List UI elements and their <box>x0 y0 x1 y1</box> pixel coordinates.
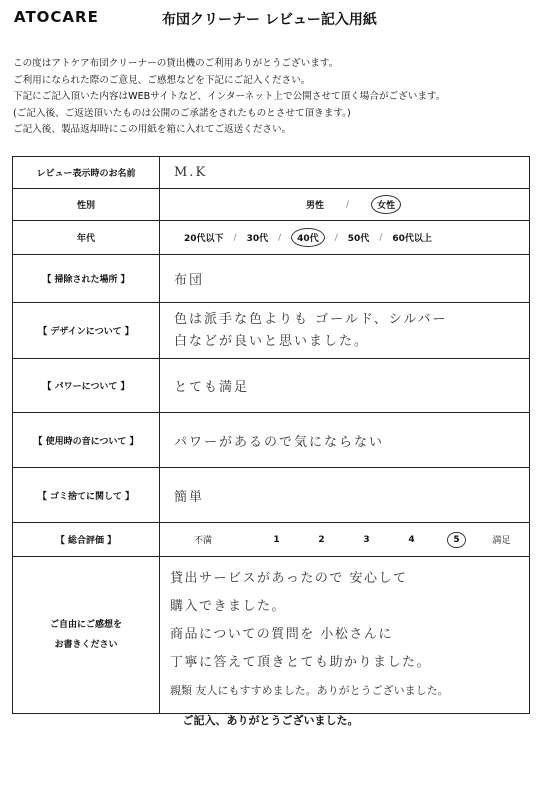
review-form: レビュー表示時のお名前 M.K 性別 男性 / 女性 年代 20代以下 / 30代 / 40代 / 50代 / 60代以上 【 掃除された場所 】 布団 【 デザインについて 】 色は派手な色よりも ゴールド、シルバー 白などが良いと思いました。 【 パワーについて 】 とても満足 【 使用時の音について 】 パワーがあるので気にならない 【 ゴミ捨てに関して 】 簡単 【 総合評価 】 不満 1 2 3 4 5 満足 ご自由にご感想を お書きください 貸出サービスがあったので 安心して 購入できました。 商品についての質問を 小松さんに 丁寧に答えて頂きとても助かりました。 親類 友人にもすすめました。ありがとうございました。 <box>12 156 530 714</box>
rating-option-4: 4 <box>408 534 415 545</box>
place-label: 【 掃除された場所 】 <box>13 255 160 303</box>
design-value-line1: 色は派手な色よりも ゴールド、シルバー <box>174 311 448 327</box>
header <box>14 8 534 30</box>
intro-line: ご記入後、製品返却時にこの用紙を箱に入れてご返送ください。 <box>13 124 292 135</box>
age-option-20s: 20代以下 <box>184 234 224 244</box>
intro-line: この度はアトケア布団クリーナーの貸出機のご利用ありがとうございます。 <box>13 58 339 69</box>
age-option-30s: 30代 <box>246 234 269 244</box>
free-comment-label-line1: ご自由にご感想を <box>49 620 122 630</box>
gender-label: 性別 <box>13 189 160 221</box>
free-comment-line: 貸出サービスがあったので 安心して <box>170 571 408 586</box>
footer-thanks: ご記入、ありがとうございました。 <box>182 714 359 727</box>
rating-low-label: 不満 <box>194 536 213 546</box>
trash-value: 簡単 <box>174 489 205 505</box>
trash-label: 【 ゴミ捨てに関して 】 <box>13 468 160 523</box>
age-label: 年代 <box>13 221 160 255</box>
rating-option-2: 2 <box>318 534 325 545</box>
brand-logo: ATOCARE <box>14 8 99 26</box>
rating-option-1: 1 <box>273 534 280 545</box>
gender-option-female: 女性 <box>371 195 401 214</box>
free-comment-value <box>160 557 529 713</box>
intro-line: ご利用になられた際のご意見、ご感想などを下記にご記入ください。 <box>13 74 311 86</box>
document-title: 布団クリーナー レビュー記入用紙 <box>162 12 377 28</box>
rating-label: 【 総合評価 】 <box>13 523 160 557</box>
gender-option-male: 男性 <box>306 201 325 211</box>
age-option-40s: 40代 <box>291 228 325 247</box>
intro-line: 下記にご記入頂いた内容はWEBサイトなど、インターネット上で公開させて頂く場合がございます。 <box>13 91 446 102</box>
free-comment-line: 商品についての質問を 小松さんに <box>170 627 393 642</box>
sound-value: パワーがあるので気にならない <box>174 434 385 450</box>
free-comment-line: 親類 友人にもすすめました。ありがとうございました。 <box>170 684 449 697</box>
design-value-line2: 白などが良いと思いました。 <box>174 333 370 349</box>
name-value: M.K <box>174 165 208 180</box>
intro-text <box>13 56 533 139</box>
sound-label: 【 使用時の音について 】 <box>13 413 160 468</box>
name-label: レビュー表示時のお名前 <box>13 157 160 189</box>
power-label: 【 パワーについて 】 <box>13 359 160 413</box>
intro-line: (ご記入後、ご返送頂いたものは公開のご承諾をされたものとさせて頂きます。) <box>13 107 351 119</box>
rating-high-label: 満足 <box>492 536 511 546</box>
power-value: とても満足 <box>174 380 250 395</box>
rating-option-3: 3 <box>363 534 370 545</box>
rating-option-5: 5 <box>447 532 465 548</box>
age-option-50s: 50代 <box>347 234 370 244</box>
age-option-60s: 60代以上 <box>392 234 432 244</box>
free-comment-line: 購入できました。 <box>170 599 287 614</box>
free-comment-line: 丁寧に答えて頂きとても助かりました。 <box>170 655 432 670</box>
design-label: 【 デザインについて 】 <box>13 303 160 359</box>
free-comment-label-line2: お書きください <box>54 640 118 650</box>
place-value: 布団 <box>174 273 205 288</box>
